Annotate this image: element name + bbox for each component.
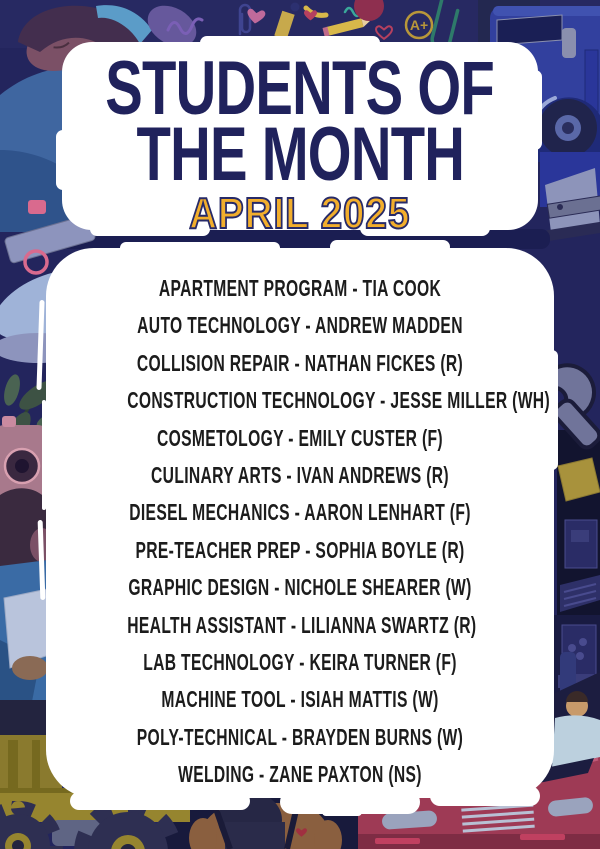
student-line: POLY-TECHNICAL - BRAYDEN BURNS (W) [136,723,464,750]
svg-text:A+: A+ [409,17,429,33]
student-line: CULINARY ARTS - IVAN ANDREWS (R) [151,461,449,488]
student-list [46,248,554,798]
student-line: COLLISION REPAIR - NATHAN FICKES (R) [136,349,464,376]
student-line: AUTO TECHNOLOGY - ANDREW MADDEN [137,312,463,339]
student-line: APARTMENT PROGRAM - TIA COOK [158,275,442,301]
student-line: DIESEL MECHANICS - AARON LENHART (F) [129,499,471,526]
student-line: MACHINE TOOL - ISIAH MATTIS (W) [161,686,439,713]
pushpin-icon [291,3,300,12]
poster-subtitle: APRIL 2025 [189,189,411,238]
student-line: HEALTH ASSISTANT - LILIANNA SWARTZ (R) [127,611,477,638]
student-line: WELDING - ZANE PAXTON (NS) [178,761,422,788]
poster-title-line2: THE MONTH [136,112,464,197]
brush-edge [322,808,362,816]
student-line: LAB TECHNOLOGY - KEIRA TURNER (F) [143,648,457,675]
student-line: CONSTRUCTION TECHNOLOGY - JESSE MILLER (WH) [127,387,550,414]
poster-title-line1: STUDENTS OF [105,46,495,131]
student-line: COSMETOLOGY - EMILY CUSTER (F) [157,424,443,451]
poster-header [62,42,538,238]
student-line: GRAPHIC DESIGN - NICHOLE SHEARER (W) [128,574,472,601]
student-line: PRE-TEACHER PREP - SOPHIA BOYLE (R) [135,536,465,563]
